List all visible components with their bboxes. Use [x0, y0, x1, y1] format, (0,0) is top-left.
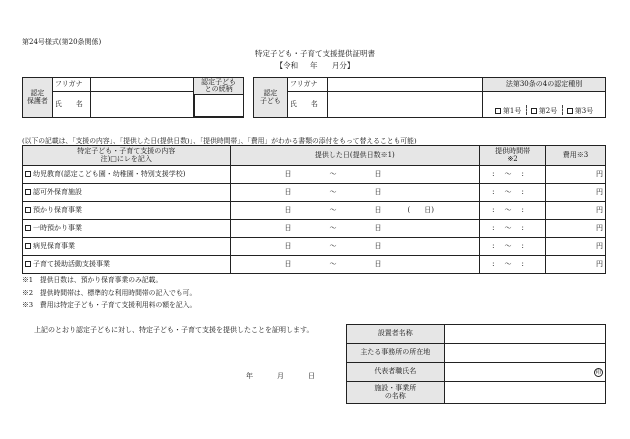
service-label[interactable]: 認可外保育施設 [23, 184, 231, 202]
time-cell[interactable]: : 〜 : [480, 166, 546, 184]
cert-type-header: 法第30条の4の認定種別 [483, 78, 606, 92]
table-row [23, 166, 606, 184]
provider-table [346, 324, 606, 404]
form-number: 第24号様式(第20条関係) [22, 38, 102, 46]
fee-cell[interactable]: 円 [546, 220, 606, 238]
certify-statement: 上記のとおり認定子どもに対し、特定子ども・子育て支援を提供したことを証明します。 [34, 326, 314, 334]
date-year-label: 年 [246, 372, 253, 380]
table-row [23, 238, 606, 256]
office-address-label: 主たる事務所の所在地 [347, 344, 445, 363]
period-year: 年 [310, 61, 318, 70]
checkbox-icon[interactable] [25, 189, 31, 195]
days-cell[interactable]: 日 〜 日 [230, 184, 480, 202]
time-cell[interactable]: : 〜 : [480, 238, 546, 256]
col-fee-header: 費用※3 [546, 146, 606, 166]
checkbox-icon[interactable] [495, 108, 501, 114]
seal-icon: 印 [595, 368, 602, 376]
col-content-header: 特定子ども・子育て支援の内容 注)□にレを記入 [23, 146, 231, 166]
note-3: ※3 費用は特定子ども・子育て支援利用料の額を記入。 [22, 301, 197, 309]
rep-name-field[interactable] [444, 363, 605, 382]
checkbox-icon[interactable] [25, 225, 31, 231]
child-furigana-label: フリガナ [287, 78, 327, 92]
service-label[interactable]: 病児保育事業 [23, 238, 231, 256]
billing-period [0, 60, 630, 71]
child-name-label: 氏 名 [287, 92, 327, 118]
table-row [23, 202, 606, 220]
days-cell[interactable]: 日 〜 日 [230, 220, 480, 238]
note-2: ※2 提供時間帯は、標準的な利用時間帯の記入でも可。 [22, 289, 197, 297]
fee-cell[interactable]: 円 [546, 256, 606, 274]
period-month: 月分】 [331, 61, 355, 70]
checkbox-icon[interactable] [25, 243, 31, 249]
days-cell[interactable]: 日 〜 日 ( 日) [230, 202, 480, 220]
guardian-furigana-label: フリガナ [52, 78, 90, 92]
date-day-label: 日 [308, 372, 315, 380]
time-cell[interactable]: : 〜 : [480, 256, 546, 274]
period-era: 【令和 [275, 61, 299, 70]
service-label[interactable]: 一時預かり事業 [23, 220, 231, 238]
office-address-field[interactable] [444, 344, 605, 363]
cert-type-options [483, 92, 606, 118]
setter-name-label: 設置者名称 [347, 325, 445, 344]
table-row [23, 184, 606, 202]
date-month-label: 月 [277, 372, 284, 380]
guardian-relation-label: 認定子ども との続柄 [194, 78, 244, 118]
days-cell[interactable]: 日 〜 日 [230, 256, 480, 274]
child-furigana-field[interactable] [327, 78, 482, 92]
checkbox-icon[interactable] [531, 108, 537, 114]
facility-name-label: 施設・事業所 の名称 [347, 382, 445, 404]
facility-name-field[interactable] [444, 382, 605, 404]
table-row [23, 256, 606, 274]
col-time-header: 提供時間帯 ※2 [480, 146, 546, 166]
time-cell[interactable]: : 〜 : [480, 220, 546, 238]
setter-name-field[interactable] [444, 325, 605, 344]
service-label[interactable]: 預かり保育事業 [23, 202, 231, 220]
days-cell[interactable]: 日 〜 日 [230, 238, 480, 256]
services-table [22, 145, 606, 274]
cert-type-option-2[interactable]: 第2号 [531, 107, 557, 115]
instruction-text: (以下の記載は、「支援の内容」、「提供した日(提供日数)」、「提供時間帯」、「費用」がわかる書類の添付をもって替えることも可能) [22, 137, 417, 145]
time-cell[interactable]: : 〜 : [480, 202, 546, 220]
child-name-field[interactable] [327, 92, 482, 118]
fee-cell[interactable]: 円 [546, 166, 606, 184]
guardian-header: 認定 保護者 [23, 78, 53, 118]
checkbox-icon[interactable] [25, 207, 31, 213]
time-cell[interactable]: : 〜 : [480, 184, 546, 202]
document-title: 特定子ども・子育て支援提供証明書 [255, 49, 375, 58]
guardian-name-label: 氏 名 [52, 92, 90, 118]
checkbox-icon[interactable] [567, 108, 573, 114]
fee-cell[interactable]: 円 [546, 202, 606, 220]
guardian-relation-field[interactable] [194, 94, 244, 117]
issue-date [246, 371, 315, 381]
fee-cell[interactable]: 円 [546, 184, 606, 202]
col-days-header: 提供した日(提供日数※1) [230, 146, 480, 166]
note-1: ※1 提供日数は、預かり保育事業のみ記載。 [22, 276, 163, 284]
service-label[interactable]: 幼児教育(認定こども園・幼稚園・特別支援学校) [23, 166, 231, 184]
days-count: ( 日) [407, 205, 434, 214]
child-header: 認定 子ども [254, 78, 288, 118]
guardian-name-field[interactable] [90, 92, 193, 118]
service-label[interactable]: 子育て援助活動支援事業 [23, 256, 231, 274]
table-row [23, 220, 606, 238]
days-cell[interactable]: 日 〜 日 [230, 166, 480, 184]
cert-type-option-3[interactable]: 第3号 [567, 107, 593, 115]
rep-name-label: 代表者職氏名 [347, 363, 445, 382]
guardian-furigana-field[interactable] [90, 78, 193, 92]
cert-type-option-1[interactable]: 第1号 [495, 107, 521, 115]
checkbox-icon[interactable] [25, 171, 31, 177]
fee-cell[interactable]: 円 [546, 238, 606, 256]
checkbox-icon[interactable] [25, 261, 31, 267]
child-table [253, 77, 606, 118]
